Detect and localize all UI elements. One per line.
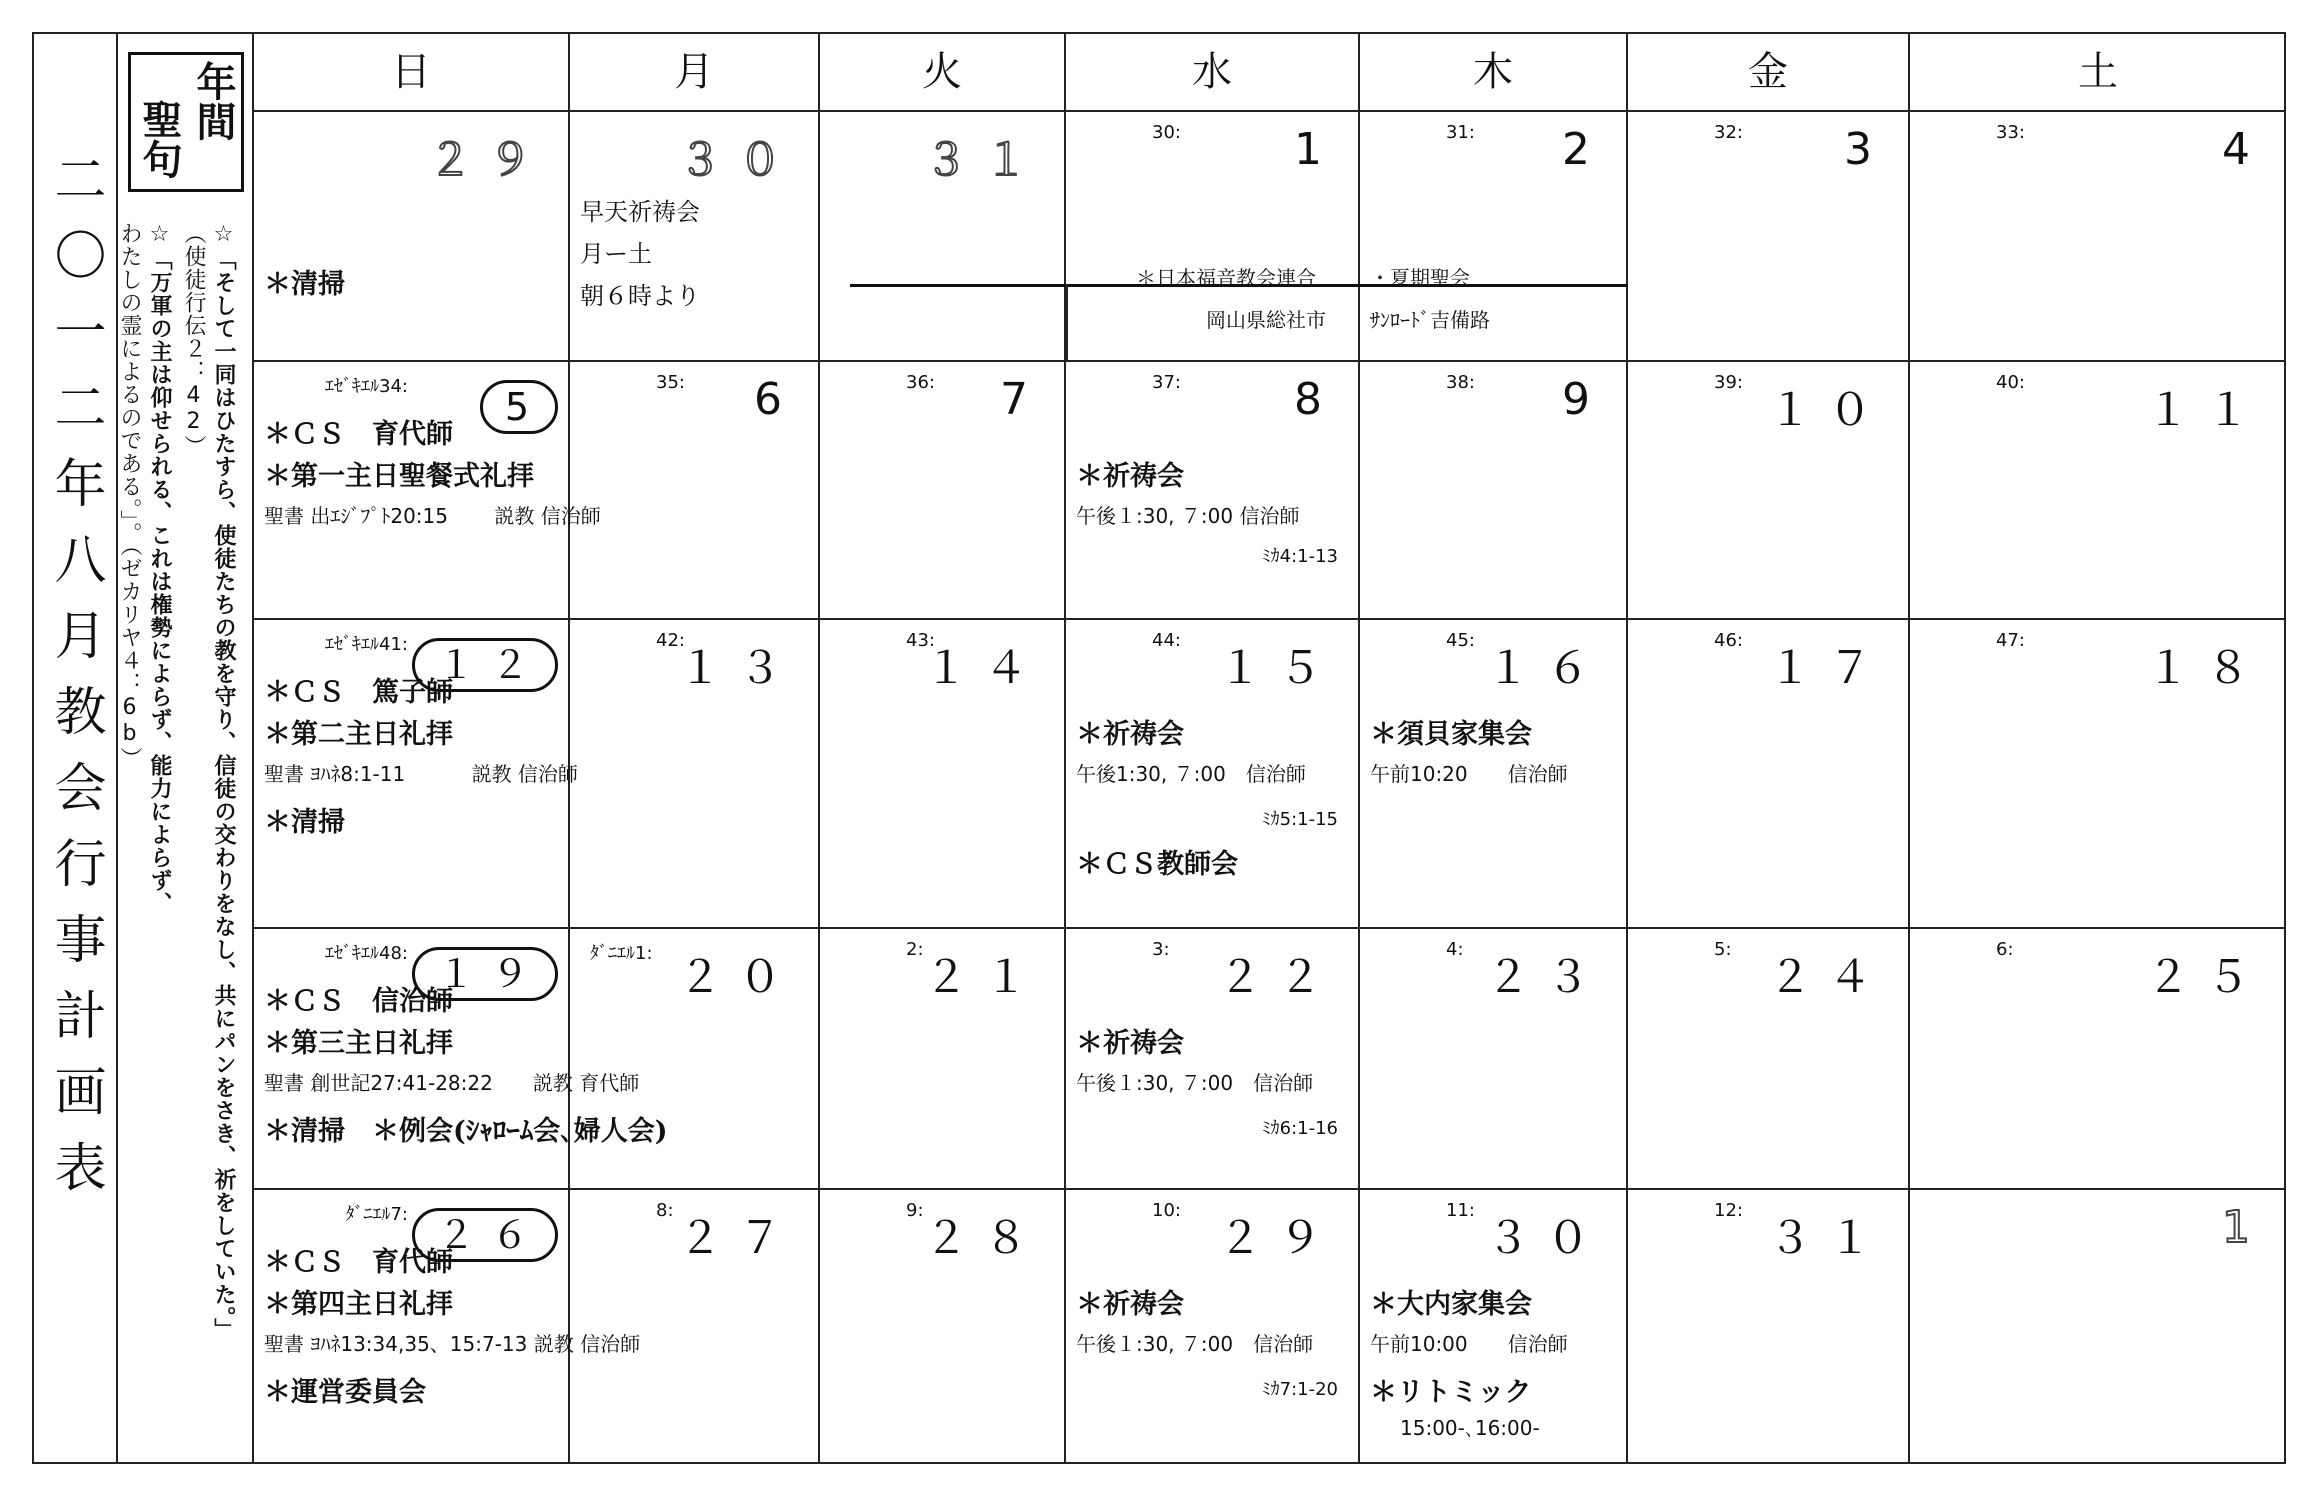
day-cell[interactable] bbox=[1910, 112, 2286, 360]
event-text: ﾐｶ7:1-20 bbox=[1261, 1379, 1338, 1400]
day-cell[interactable] bbox=[254, 112, 570, 360]
reading-serial: 47: bbox=[1996, 630, 2025, 651]
day-cell[interactable] bbox=[570, 362, 820, 618]
day-number: ２１ bbox=[924, 952, 1044, 1003]
day-number: １３ bbox=[678, 643, 798, 694]
day-cell[interactable] bbox=[254, 1190, 641, 1464]
day-number: 4 bbox=[2222, 124, 2266, 175]
reading-serial: 8: bbox=[656, 1200, 674, 1221]
event-text: ＊第四主日礼拝 bbox=[264, 1289, 453, 1320]
page-title: 二〇一二年八月教会行事計画表 bbox=[45, 152, 105, 1216]
day-number: 1 bbox=[1294, 124, 1338, 175]
day-number: ２９ bbox=[1218, 1213, 1338, 1264]
weekday-header: 金 bbox=[1628, 32, 1910, 112]
title-column bbox=[32, 32, 118, 1464]
day-number: ２４ bbox=[1768, 952, 1888, 1003]
day-number: 5 bbox=[480, 380, 558, 434]
event-text: 聖書 ﾖﾊﾈ8:1-11 説教 信治師 bbox=[264, 762, 578, 786]
day-number: ３１ bbox=[924, 135, 1044, 186]
day-cell[interactable] bbox=[570, 929, 820, 1188]
event-text: ＊大内家集会 bbox=[1370, 1289, 1532, 1320]
reading-serial: 9: bbox=[906, 1200, 924, 1221]
event-text: ＊ＣＳ 育代師 bbox=[264, 419, 453, 450]
event-text: ﾐｶ5:1-15 bbox=[1261, 809, 1338, 830]
event-text: ｻﾝﾛｰﾄﾞ吉備路 bbox=[1370, 308, 1490, 332]
event-text: ＊清掃 bbox=[264, 269, 345, 300]
week-row bbox=[254, 362, 2286, 620]
day-cell[interactable] bbox=[1066, 1190, 1360, 1464]
reading-serial: 31: bbox=[1446, 122, 1475, 143]
event-text: 聖書 ﾖﾊﾈ13:34,35、15:7-13 説教 信治師 bbox=[264, 1332, 641, 1356]
event-text: 午後１:30, ７:00 信治師 bbox=[1076, 1071, 1314, 1095]
event-text: ＊清掃 bbox=[264, 807, 345, 838]
day-number: ３０ bbox=[1486, 1213, 1606, 1264]
event-text: ＊祈祷会 bbox=[1076, 1028, 1184, 1059]
day-number: 8 bbox=[1294, 374, 1338, 425]
day-number: １９ bbox=[412, 947, 558, 1001]
conference-divider bbox=[1066, 284, 1068, 362]
day-cell[interactable] bbox=[820, 112, 1066, 360]
reading-serial: 45: bbox=[1446, 630, 1475, 651]
reading-ref: ｴｾﾞｷｴﾙ48: bbox=[325, 943, 408, 964]
day-cell[interactable] bbox=[570, 112, 820, 360]
day-number: １４ bbox=[924, 643, 1044, 694]
day-number: ２０ bbox=[678, 952, 798, 1003]
event-text: ＊第二主日礼拝 bbox=[264, 719, 453, 750]
day-cell[interactable] bbox=[1628, 362, 1910, 618]
conference-span-line bbox=[850, 284, 1628, 287]
reading-serial: 39: bbox=[1714, 372, 1743, 393]
reading-serial: 33: bbox=[1996, 122, 2025, 143]
day-number: 3 bbox=[1844, 124, 1888, 175]
day-cell[interactable] bbox=[1066, 112, 1360, 360]
event-text: ＊ＣＳ 篤子師 bbox=[264, 677, 453, 708]
verse-heading-b: 聖句 bbox=[136, 99, 182, 179]
day-number: １５ bbox=[1218, 643, 1338, 694]
verse-1-ref: （使徒行伝２：42） bbox=[181, 222, 206, 458]
reading-serial: 40: bbox=[1996, 372, 2025, 393]
event-text: 早天祈祷会 bbox=[580, 198, 700, 226]
event-text: 午後１:30, ７:00 信治師 bbox=[1076, 504, 1300, 528]
event-text: 午前10:20 信治師 bbox=[1370, 762, 1568, 786]
reading-serial: 43: bbox=[906, 630, 935, 651]
day-number: １８ bbox=[2146, 643, 2266, 694]
event-text: ・夏期聖会 bbox=[1370, 266, 1470, 290]
reading-serial: 36: bbox=[906, 372, 935, 393]
event-text: 聖書 創世記27:41-28:22 説教 育代師 bbox=[264, 1071, 640, 1095]
week-row bbox=[254, 929, 2286, 1190]
event-text: ﾐｶ6:1-16 bbox=[1261, 1118, 1338, 1139]
reading-serial: 44: bbox=[1152, 630, 1181, 651]
day-cell[interactable] bbox=[1066, 620, 1360, 927]
day-number: ２７ bbox=[678, 1213, 798, 1264]
day-number: １２ bbox=[412, 638, 558, 692]
weekday-header: 月 bbox=[570, 32, 820, 112]
event-text: ＊祈祷会 bbox=[1076, 1289, 1184, 1320]
calendar-grid bbox=[254, 32, 2286, 1464]
day-cell[interactable] bbox=[1360, 362, 1628, 618]
reading-serial: 32: bbox=[1714, 122, 1743, 143]
day-cell[interactable] bbox=[820, 929, 1066, 1188]
day-cell[interactable] bbox=[1360, 112, 1628, 360]
day-number: ２５ bbox=[2146, 952, 2266, 1003]
weekday-header: 火 bbox=[820, 32, 1066, 112]
verse-2: ☆「万軍の主は仰せられる、これは権勢によらず、能力によらず、 bbox=[147, 222, 172, 915]
verse-1: ☆「そして一同はひたすら、使徒たちの教を守り、信徒の交わりをなし、共にパンをさき、祈をしていた。」 bbox=[211, 222, 236, 1341]
event-text: ＊須貝家集会 bbox=[1370, 719, 1532, 750]
day-cell[interactable] bbox=[1910, 620, 2286, 927]
event-text: ＊祈祷会 bbox=[1076, 461, 1184, 492]
event-text: ＊第三主日礼拝 bbox=[264, 1028, 453, 1059]
day-cell[interactable] bbox=[1066, 362, 1360, 618]
day-cell[interactable] bbox=[1360, 929, 1628, 1188]
weekday-header: 日 bbox=[254, 32, 570, 112]
reading-serial: ﾀﾞﾆｴﾙ1: bbox=[590, 943, 653, 964]
reading-ref: ｴｾﾞｷｴﾙ34: bbox=[325, 376, 408, 397]
reading-serial: 37: bbox=[1152, 372, 1181, 393]
event-text: ﾐｶ4:1-13 bbox=[1261, 546, 1338, 567]
day-number: １１ bbox=[2146, 385, 2266, 436]
day-number: １０ bbox=[1768, 385, 1888, 436]
day-cell[interactable] bbox=[1910, 929, 2286, 1188]
reading-serial: 4: bbox=[1446, 939, 1464, 960]
day-cell[interactable] bbox=[570, 1190, 820, 1464]
reading-serial: 35: bbox=[656, 372, 685, 393]
event-text: ＊リトミック bbox=[1370, 1377, 1532, 1408]
event-text: 午後1:30, ７:00 信治師 bbox=[1076, 762, 1306, 786]
verse-heading bbox=[128, 52, 244, 192]
reading-serial: 5: bbox=[1714, 939, 1732, 960]
event-text: 午前10:00 信治師 bbox=[1370, 1332, 1568, 1356]
day-number: ２８ bbox=[924, 1213, 1044, 1264]
reading-serial: 10: bbox=[1152, 1200, 1181, 1221]
reading-serial: 3: bbox=[1152, 939, 1170, 960]
day-number: ２３ bbox=[1486, 952, 1606, 1003]
week-row bbox=[254, 1190, 2286, 1464]
event-text: 月ー土 bbox=[580, 240, 652, 268]
day-cell[interactable] bbox=[1360, 1190, 1628, 1464]
week-row bbox=[254, 112, 2286, 362]
week-row bbox=[254, 620, 2286, 929]
day-cell[interactable] bbox=[1066, 929, 1360, 1188]
event-text: ＊日本福音教会連合 bbox=[1136, 266, 1316, 290]
weekday-header: 水 bbox=[1066, 32, 1360, 112]
day-number: 2 bbox=[1562, 124, 1606, 175]
reading-serial: 38: bbox=[1446, 372, 1475, 393]
reading-serial: 46: bbox=[1714, 630, 1743, 651]
reading-ref: ﾀﾞﾆｴﾙ7: bbox=[345, 1204, 408, 1225]
weekday-header: 木 bbox=[1360, 32, 1628, 112]
day-cell[interactable] bbox=[820, 1190, 1066, 1464]
verse-heading-a: 年間 bbox=[190, 61, 236, 141]
reading-ref: ｴｾﾞｷｴﾙ41: bbox=[325, 634, 408, 655]
day-number: 1 bbox=[2222, 1202, 2266, 1253]
event-text: 岡山県総社市 bbox=[1206, 308, 1326, 332]
day-number: 6 bbox=[754, 374, 798, 425]
day-number: ２２ bbox=[1218, 952, 1338, 1003]
day-cell[interactable] bbox=[820, 362, 1066, 618]
day-number: ３１ bbox=[1768, 1213, 1888, 1264]
event-text: ＊祈祷会 bbox=[1076, 719, 1184, 750]
day-cell[interactable] bbox=[1910, 362, 2286, 618]
event-text: 15:00-､16:00- bbox=[1400, 1416, 1540, 1440]
verse-column bbox=[118, 32, 254, 1464]
event-text: 聖書 出ｴｼﾞﾌﾟﾄ20:15 説教 信治師 bbox=[264, 504, 601, 528]
event-text: ＊ＣＳ教師会 bbox=[1076, 849, 1238, 880]
day-cell[interactable] bbox=[1910, 1190, 2286, 1464]
day-cell[interactable] bbox=[1628, 112, 1910, 360]
day-cell[interactable] bbox=[570, 620, 820, 927]
day-number: 7 bbox=[1000, 374, 1044, 425]
day-cell[interactable] bbox=[820, 620, 1066, 927]
day-number: １６ bbox=[1486, 643, 1606, 694]
day-number: ２６ bbox=[412, 1208, 558, 1262]
verse-2-ref: わたしの霊によるのである。」。（ゼカリヤ４：6b） bbox=[117, 222, 142, 770]
day-number: ３０ bbox=[678, 135, 798, 186]
reading-serial: 2: bbox=[906, 939, 924, 960]
weekday-header-row bbox=[254, 32, 2286, 112]
day-cell[interactable] bbox=[1628, 929, 1910, 1188]
event-text: 朝６時より bbox=[580, 282, 700, 310]
event-text: ＊ＣＳ 信治師 bbox=[264, 986, 453, 1017]
day-number: １７ bbox=[1768, 643, 1888, 694]
day-number: ２９ bbox=[428, 135, 548, 186]
reading-serial: 30: bbox=[1152, 122, 1181, 143]
reading-serial: 11: bbox=[1446, 1200, 1475, 1221]
day-cell[interactable] bbox=[254, 362, 601, 618]
event-text: ＊清掃 ＊例会(ｼｬﾛｰﾑ会､婦人会) bbox=[264, 1116, 668, 1147]
reading-serial: 42: bbox=[656, 630, 685, 651]
event-text: ＊運営委員会 bbox=[264, 1377, 426, 1408]
event-text: ＊第一主日聖餐式礼拝 bbox=[264, 461, 534, 492]
day-cell[interactable] bbox=[1360, 620, 1628, 927]
day-cell[interactable] bbox=[254, 620, 578, 927]
day-number: 9 bbox=[1562, 374, 1606, 425]
weekday-header: 土 bbox=[2078, 49, 2118, 95]
event-text: ＊ＣＳ 育代師 bbox=[264, 1247, 453, 1278]
reading-serial: 6: bbox=[1996, 939, 2014, 960]
day-cell[interactable] bbox=[1628, 620, 1910, 927]
event-text: 午後１:30, ７:00 信治師 bbox=[1076, 1332, 1314, 1356]
day-cell[interactable] bbox=[1628, 1190, 1910, 1464]
reading-serial: 12: bbox=[1714, 1200, 1743, 1221]
